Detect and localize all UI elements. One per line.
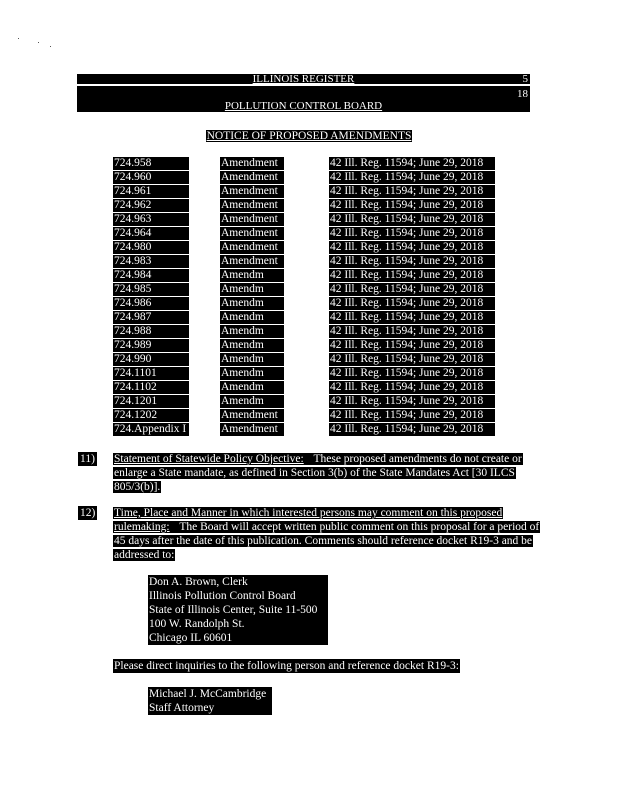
citation-cell: 42 Ill. Reg. 11594; June 29, 2018 xyxy=(329,227,495,240)
item-number: 11) xyxy=(80,453,95,465)
contact-title: Staff Attorney xyxy=(149,702,215,714)
policy-objective-body: These proposed amendments do not create or enlarge a State mandate, as defined in Section 3(b) of the State Mandates Act [30 ILCS 805/3(b)]. xyxy=(114,453,522,493)
policy-objective-heading: Statement of Statewide Policy Objective: xyxy=(114,453,304,465)
comment-heading: Time, Place and Manner in which interested persons may comment on this proposed rulemaking: xyxy=(114,507,503,533)
table-row xyxy=(0,227,618,241)
section-cell: 724.958 xyxy=(113,157,189,170)
citation-cell: 42 Ill. Reg. 11594; June 29, 2018 xyxy=(329,381,495,394)
table-row xyxy=(0,325,618,339)
section-cell: 724.1201 xyxy=(113,395,189,408)
section-cell: 724.985 xyxy=(113,283,189,296)
section-cell: 724.983 xyxy=(113,255,189,268)
clerk-address-block xyxy=(148,575,328,645)
issue-number: 18 xyxy=(517,88,528,100)
action-cell: Amendment xyxy=(220,423,284,436)
citation-cell: 42 Ill. Reg. 11594; June 29, 2018 xyxy=(329,241,495,254)
contact-name: Michael J. McCambridge xyxy=(149,688,267,700)
table-row xyxy=(0,199,618,213)
table-row xyxy=(0,339,618,353)
citation-cell: 42 Ill. Reg. 11594; June 29, 2018 xyxy=(329,297,495,310)
table-row xyxy=(0,311,618,325)
section-cell: 724.1102 xyxy=(113,381,189,394)
citation-cell: 42 Ill. Reg. 11594; June 29, 2018 xyxy=(329,199,495,212)
action-cell: Amendm xyxy=(220,269,284,282)
address-line: State of Illinois Center, Suite 11-500 xyxy=(149,604,318,616)
address-line: Chicago IL 60601 xyxy=(149,632,233,644)
agency-name: POLLUTION CONTROL BOARD xyxy=(224,100,383,112)
action-cell: Amendm xyxy=(220,311,284,324)
citation-cell: 42 Ill. Reg. 11594; June 29, 2018 xyxy=(329,185,495,198)
table-row xyxy=(0,213,618,227)
register-title: ILLINOIS REGISTER xyxy=(252,73,355,85)
citation-cell: 42 Ill. Reg. 11594; June 29, 2018 xyxy=(329,367,495,380)
table-row xyxy=(0,157,618,171)
action-cell: Amendment xyxy=(220,213,284,226)
section-cell: 724.1101 xyxy=(113,367,189,380)
policy-objective-paragraph xyxy=(113,452,540,494)
item-number: 12) xyxy=(80,507,96,519)
citation-cell: 42 Ill. Reg. 11594; June 29, 2018 xyxy=(329,409,495,422)
inquiries-line: Please direct inquiries to the following person and reference docket R19-3: xyxy=(114,660,459,672)
address-line: Illinois Pollution Control Board xyxy=(149,590,296,602)
citation-cell: 42 Ill. Reg. 11594; June 29, 2018 xyxy=(329,157,495,170)
section-cell: 724.987 xyxy=(113,311,189,324)
scan-speck xyxy=(50,46,51,47)
citation-cell: 42 Ill. Reg. 11594; June 29, 2018 xyxy=(329,171,495,184)
citation-cell: 42 Ill. Reg. 11594; June 29, 2018 xyxy=(329,311,495,324)
action-cell: Amendm xyxy=(220,367,284,380)
section-cell: 724.960 xyxy=(113,171,189,184)
section-cell: 724.Appendix I xyxy=(113,423,189,436)
citation-cell: 42 Ill. Reg. 11594; June 29, 2018 xyxy=(329,423,495,436)
citation-cell: 42 Ill. Reg. 11594; June 29, 2018 xyxy=(329,339,495,352)
comment-paragraph xyxy=(113,506,540,562)
action-cell: Amendm xyxy=(220,381,284,394)
action-cell: Amendment xyxy=(220,157,284,170)
scan-speck xyxy=(18,38,19,39)
action-cell: Amendm xyxy=(220,339,284,352)
section-cell: 724.989 xyxy=(113,339,189,352)
address-line: 100 W. Randolph St. xyxy=(149,618,245,630)
action-cell: Amendment xyxy=(220,241,284,254)
table-row xyxy=(0,423,618,437)
table-row xyxy=(0,395,618,409)
action-cell: Amendm xyxy=(220,353,284,366)
rule-table xyxy=(0,157,618,437)
table-row xyxy=(0,185,618,199)
section-cell: 724.962 xyxy=(113,199,189,212)
action-cell: Amendm xyxy=(220,297,284,310)
section-cell: 724.984 xyxy=(113,269,189,282)
section-cell: 724.990 xyxy=(113,353,189,366)
table-row xyxy=(0,241,618,255)
section-cell: 724.961 xyxy=(113,185,189,198)
action-cell: Amendm xyxy=(220,395,284,408)
citation-cell: 42 Ill. Reg. 11594; June 29, 2018 xyxy=(329,255,495,268)
table-row xyxy=(0,381,618,395)
table-row xyxy=(0,283,618,297)
notice-title: NOTICE OF PROPOSED AMENDMENTS xyxy=(206,130,412,142)
citation-cell: 42 Ill. Reg. 11594; June 29, 2018 xyxy=(329,213,495,226)
table-row xyxy=(0,171,618,185)
action-cell: Amendment xyxy=(220,185,284,198)
contact-block xyxy=(148,687,272,715)
action-cell: Amendment xyxy=(220,199,284,212)
table-row xyxy=(0,409,618,423)
citation-cell: 42 Ill. Reg. 11594; June 29, 2018 xyxy=(329,283,495,296)
action-cell: Amendm xyxy=(220,325,284,338)
action-cell: Amendment xyxy=(220,227,284,240)
table-row xyxy=(0,297,618,311)
table-row xyxy=(0,367,618,381)
section-cell: 724.963 xyxy=(113,213,189,226)
citation-cell: 42 Ill. Reg. 11594; June 29, 2018 xyxy=(329,395,495,408)
section-cell: 724.964 xyxy=(113,227,189,240)
section-cell: 724.1202 xyxy=(113,409,189,422)
notice-heading xyxy=(0,128,618,143)
comment-body: The Board will accept written public comment on this proposal for a period of 45 days after the date of this publication. Comments should reference docket R19-3 and be addressed to: xyxy=(114,521,540,561)
section-cell: 724.980 xyxy=(113,241,189,254)
page-number: 5 xyxy=(522,73,528,85)
action-cell: Amendment xyxy=(220,171,284,184)
address-line: Don A. Brown, Clerk xyxy=(149,576,248,588)
action-cell: Amendment xyxy=(220,409,284,422)
citation-cell: 42 Ill. Reg. 11594; June 29, 2018 xyxy=(329,353,495,366)
scan-speck xyxy=(38,42,39,43)
citation-cell: 42 Ill. Reg. 11594; June 29, 2018 xyxy=(329,325,495,338)
section-cell: 724.986 xyxy=(113,297,189,310)
table-row xyxy=(0,269,618,283)
table-row xyxy=(0,353,618,367)
action-cell: Amendment xyxy=(220,255,284,268)
table-row xyxy=(0,255,618,269)
action-cell: Amendm xyxy=(220,283,284,296)
citation-cell: 42 Ill. Reg. 11594; June 29, 2018 xyxy=(329,269,495,282)
section-cell: 724.988 xyxy=(113,325,189,338)
